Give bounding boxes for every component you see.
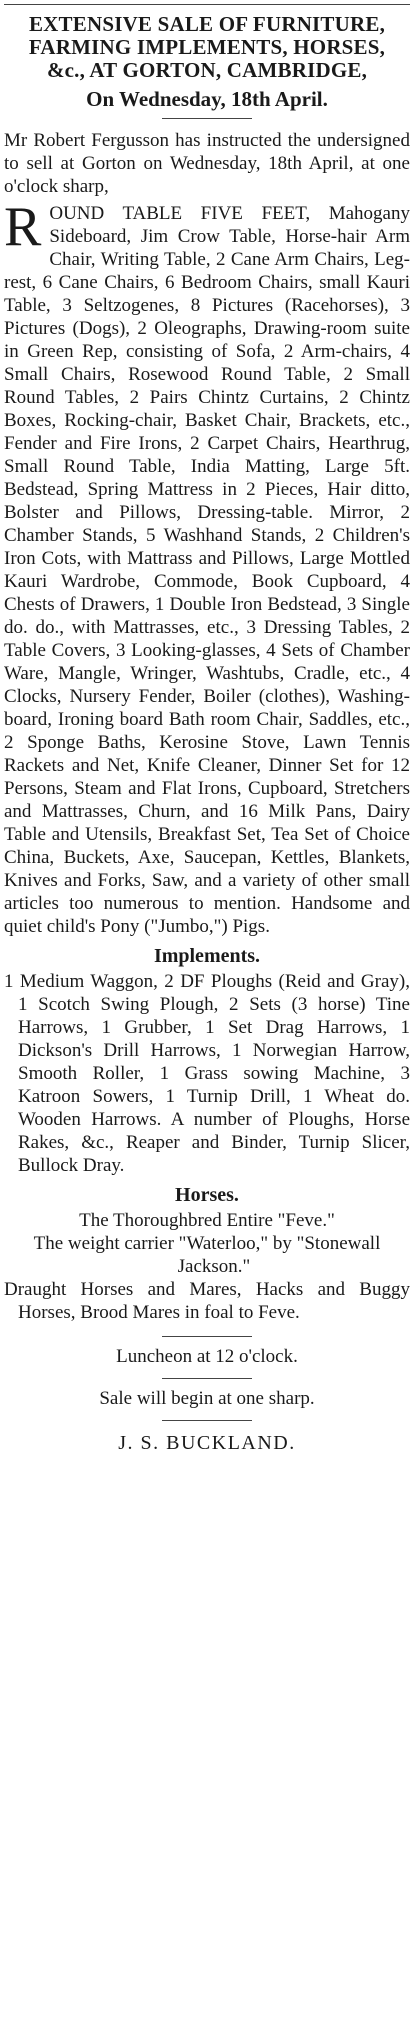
luncheon-rule	[162, 1336, 252, 1337]
heading-line-1: EXTENSIVE SALE OF FURNITURE,	[28, 12, 386, 36]
date-rule	[162, 118, 252, 119]
horses-title: Horses.	[175, 1184, 239, 1206]
heading-line-2: FARMING IMPLEMENTS, HORSES,	[28, 35, 386, 59]
furniture-list	[4, 196, 410, 938]
intro-paragraph: Mr Robert Fergusson has instructed the undersigned to sell at Gorton on Wednesday, 18th April, at one o'clock sharp,	[4, 130, 410, 197]
furniture-text: OUND TABLE FIVE FEET, Mahogany Sideboard, Jim Crow Table, Horse-hair Arm Chair, Writing Table, 2 Cane Arm Chairs, Leg-rest, 6 Cane Chairs, 6 Bedroom Chairs, small Kauri Table, 3 Seltzogenes, 8 Pictures (Racehorses), 3 Pictures (Dogs), 2 Oleographs, Drawing-room suite in Green Rep, consisting of Sofa, 2 Arm-chairs, 4 Small Chairs, Rosewood Round Table, 2 Small Round Tables, 2 Pairs Chintz Curtains, 2 Chintz Boxes, Rocking-chair, Basket Chair, Brackets, etc., Fender and Fire Irons, 2 Carpet Chairs, Hearthrug, Small Round Table, India Matting, Large 5ft. Bedstead, Spring Mattress in 2 Pieces, Hair ditto, Bolster and Pillows, Dressing-table. Mirror, 2 Chamber Stands, 5 Washhand Stands, 2 Children's Iron Cots, with Mattrass and Pillows, Large Mottled Kauri Wardrobe, Commode, Book Cupboard, 4 Chests of Drawers, 1 Double Iron Bedstead, 3 Single do. do., with Mattrasses, etc., 3 Dressing Tables, 2 Table Covers, 3 Looking-glasses, 4 Sets of Chamber Ware, Mangle, Wringer, Washtubs, Cradle, etc., 4 Clocks, Nursery Fender, Boiler (clothes), Washing-board, Ironing board Bath room Chair, Saddles, etc., 2 Sponge Baths, Kerosine Stove, Lawn Tennis Rackets and Net, Knife Cleaner, Dinner Set for 12 Persons, Steam and Flat Irons, Cupboard, Stretchers and Mattrasses, Churn, and 16 Milk Pans, Dairy Table and Utensils, Breakfast Set, Tea Set of Choice China, Buckets, Axe, Saucepan, Kettles, Blankets, Knives and Forks, Saw, and a variety of other small articles too numerous to mention. Handsome and quiet child's Pony ("Jumbo,") Pigs.	[4, 203, 410, 937]
implements-list: 1 Medium Waggon, 2 DF Ploughs (Reid and Gray), 1 Scotch Swing Plough, 2 Sets (3 horse) Tine Harrows, 1 Grubber, 1 Set Drag Harrows, 1 Dickson's Drill Harrows, 1 Norwegian Harrow, Smooth Roller, 1 Grass sowing Machine, 3 Katroon Sowers, 1 Turnip Drill, 1 Wheat do. Wooden Harrows. A number of Ploughs, Horse Rakes, &c., Reaper and Binder, Turnip Slicer, Bullock Dray.	[4, 971, 410, 1176]
sale-begin-line: Sale will begin at one sharp.	[99, 1388, 315, 1409]
sale-date: On Wednesday, 18th April.	[86, 87, 328, 111]
sale-heading	[4, 13, 410, 82]
drop-cap: R	[4, 196, 42, 258]
horses-line-1: The Thoroughbred Entire "Feve."	[79, 1210, 335, 1231]
sale-rule	[162, 1378, 252, 1379]
implements-title: Implements.	[153, 945, 261, 967]
top-rule	[4, 4, 410, 5]
advertisement-column	[4, 0, 410, 1455]
horses-line-2: The weight carrier "Waterloo," by "Stonewall Jackson."	[33, 1233, 381, 1277]
luncheon-line: Luncheon at 12 o'clock.	[116, 1346, 298, 1367]
auctioneer-signature: J. S. BUCKLAND.	[118, 1432, 296, 1454]
horses-line-3: Draught Horses and Mares, Hacks and Buggy Horses, Brood Mares in foal to Feve.	[4, 1279, 410, 1323]
signature-rule	[162, 1420, 252, 1421]
heading-line-3: &c., AT GORTON, CAMBRIDGE,	[46, 58, 368, 82]
